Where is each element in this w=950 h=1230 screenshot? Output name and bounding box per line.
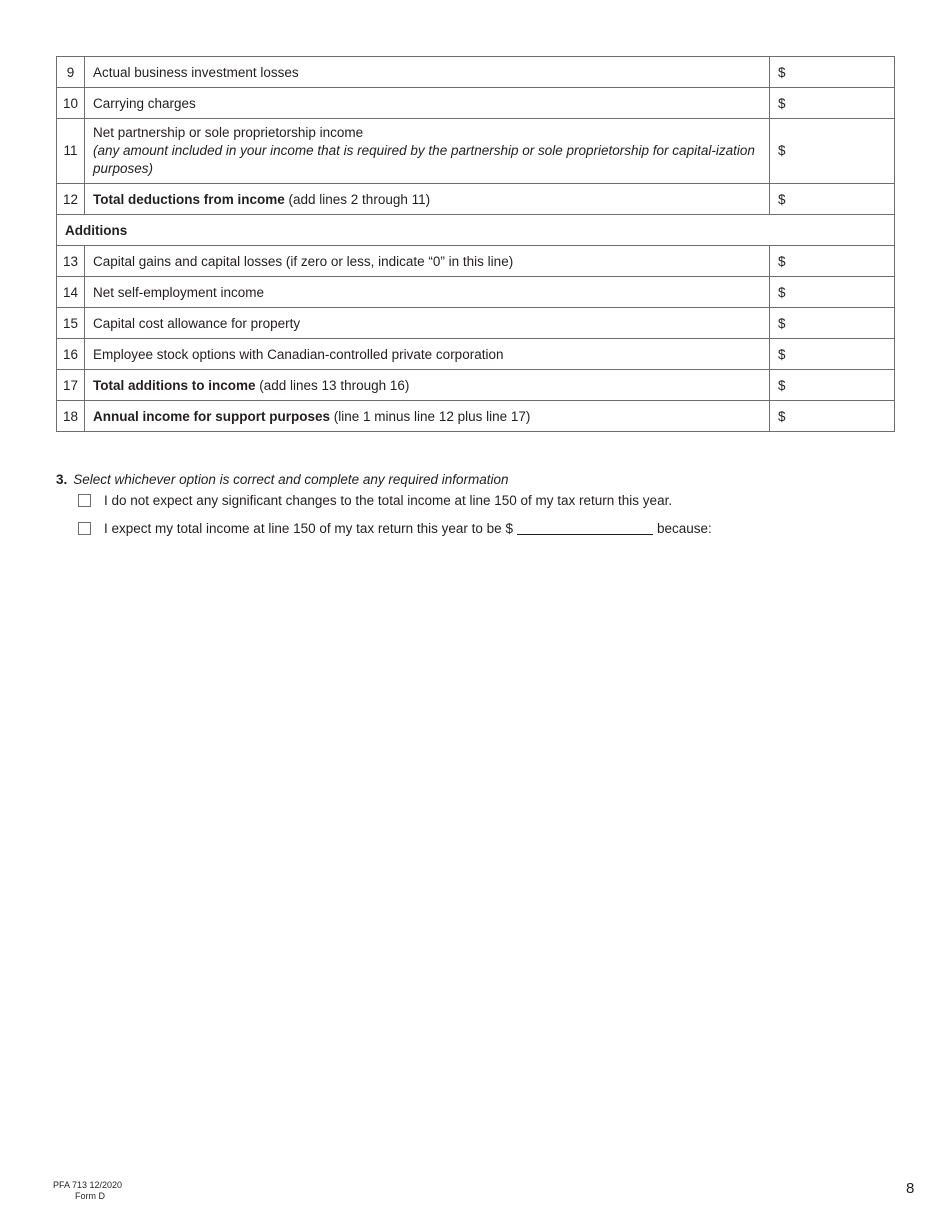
checkbox-expected-income[interactable]	[78, 522, 91, 535]
table-row	[57, 184, 895, 215]
amount-field[interactable]: $	[770, 119, 895, 184]
section-row	[57, 215, 895, 246]
question-prompt: Select whichever option is correct and complete any required information	[73, 472, 509, 487]
line-bold-text: Total additions to income	[93, 377, 256, 393]
amount-field[interactable]: $	[770, 308, 895, 339]
line-description	[85, 246, 770, 277]
line-text: Actual business investment losses	[93, 64, 299, 80]
line-description	[85, 277, 770, 308]
amount-field[interactable]: $	[770, 370, 895, 401]
line-number: 18	[57, 401, 85, 432]
line-bold-text: Annual income for support purposes	[93, 408, 331, 424]
table-row	[57, 308, 895, 339]
form-name: Form D	[75, 1191, 105, 1201]
line-number: 10	[57, 88, 85, 119]
line-number: 11	[57, 119, 85, 184]
line-text: (add lines 13 through 16)	[255, 377, 410, 393]
line-description	[85, 119, 770, 184]
option-no-change[interactable]	[78, 493, 672, 508]
line-text: (line 1 minus line 12 plus line 17)	[330, 408, 531, 424]
section-label-additions: Additions	[57, 215, 895, 246]
line-description	[85, 57, 770, 88]
line-number: 17	[57, 370, 85, 401]
line-number: 12	[57, 184, 85, 215]
line-description	[85, 401, 770, 432]
line-number: 14	[57, 277, 85, 308]
line-description	[85, 88, 770, 119]
table-row	[57, 339, 895, 370]
amount-field[interactable]: $	[770, 88, 895, 119]
line-text: (add lines 2 through 11)	[284, 191, 431, 207]
line-description	[85, 308, 770, 339]
line-number: 16	[57, 339, 85, 370]
line-note: (any amount included in your income that is required by the partnership or sole proprietorship for capital-ization purposes)	[93, 143, 755, 176]
form-code: PFA 713 12/2020	[53, 1180, 123, 1190]
line-description	[85, 184, 770, 215]
amount-field[interactable]: $	[770, 246, 895, 277]
table-row	[57, 277, 895, 308]
table-row	[57, 57, 895, 88]
amount-field[interactable]: $	[770, 401, 895, 432]
line-number: 9	[57, 57, 85, 88]
line-text: Capital gains and capital losses (if zero or less, indicate “0” in this line)	[93, 253, 514, 269]
option-expected-income[interactable]	[78, 521, 712, 536]
option-expected-income-label: I expect my total income at line 150 of my tax return this year to be $	[104, 521, 513, 536]
income-table	[56, 56, 895, 432]
page-number: 8	[906, 1180, 915, 1197]
option-expected-income-suffix: because:	[656, 521, 712, 536]
option-no-change-label: I do not expect any significant changes to the total income at line 150 of my tax return this year.	[104, 493, 673, 508]
line-number: 13	[57, 246, 85, 277]
question-number: 3.	[56, 472, 68, 487]
table-row	[57, 119, 895, 184]
line-text: Net self-employment income	[93, 284, 265, 300]
line-number: 15	[57, 308, 85, 339]
line-text: Net partnership or sole proprietorship income	[93, 125, 364, 140]
amount-field[interactable]: $	[770, 184, 895, 215]
question-3	[56, 472, 509, 487]
line-bold-text: Total deductions from income	[93, 191, 285, 207]
line-description	[85, 370, 770, 401]
line-text: Employee stock options with Canadian-controlled private corporation	[93, 346, 504, 362]
amount-field[interactable]: $	[770, 277, 895, 308]
table-row	[57, 401, 895, 432]
table-row	[57, 246, 895, 277]
amount-field[interactable]: $	[770, 57, 895, 88]
expected-income-field[interactable]	[517, 522, 653, 535]
form-footer	[53, 1180, 122, 1202]
amount-field[interactable]: $	[770, 339, 895, 370]
checkbox-no-change[interactable]	[78, 494, 91, 507]
line-text: Carrying charges	[93, 95, 196, 111]
table-row	[57, 370, 895, 401]
line-text: Capital cost allowance for property	[93, 315, 301, 331]
table-row	[57, 88, 895, 119]
line-description	[85, 339, 770, 370]
